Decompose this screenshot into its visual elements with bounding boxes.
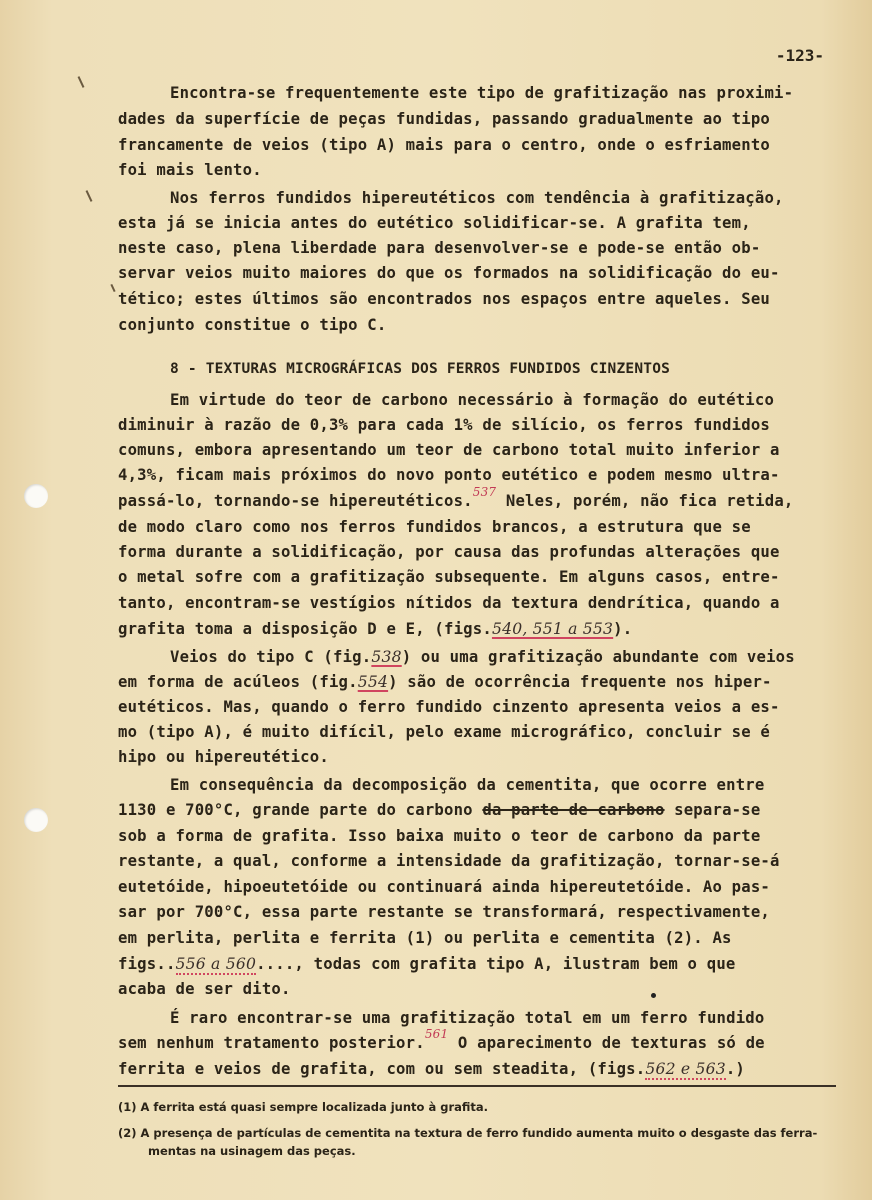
text-span: ) ou uma grafitização abundante com veios (401, 648, 795, 666)
text-line (118, 955, 736, 973)
struck-text: da parte de carbono (482, 801, 665, 819)
text-line: restante, a qual, conforme a intensidade da grafitização, tornar-se-á (118, 852, 780, 870)
text-line: 4,3%, ficam mais próximos do novo ponto eutético e podem mesmo ultra- (118, 466, 780, 484)
text-line (118, 673, 772, 691)
text-line: Em consequência da decomposição da cementita, que ocorre entre (170, 776, 765, 794)
text-line (118, 1060, 745, 1078)
margin-mark (110, 284, 115, 292)
margin-mark (78, 76, 85, 88)
ink-dot (651, 993, 656, 998)
text-span: grafita toma a disposição D e E, (figs. (118, 620, 492, 638)
text-span: .) (725, 1060, 746, 1078)
handwritten-figure-ref: 556 a 560 (175, 955, 257, 973)
handwritten-figure-ref: 562 e 563 (645, 1060, 726, 1078)
text-line: acaba de ser dito. (118, 980, 291, 998)
text-line: o metal sofre com a grafitização subsequente. Em alguns casos, entre- (118, 568, 780, 586)
text-line: hipo ou hipereutético. (118, 748, 329, 766)
text-line (118, 620, 632, 638)
text-line: tético; estes últimos são encontrados nos espaços entre aqueles. Seu (118, 290, 770, 308)
text-span: O aparecimento de texturas só de (448, 1034, 765, 1052)
text-span: sem nenhum tratamento posterior. (118, 1034, 425, 1052)
text-span: separa-se (664, 801, 761, 819)
text-line: foi mais lento. (118, 161, 262, 179)
handwritten-figure-ref: 540, 551 a 553 (491, 620, 614, 638)
text-line: francamente de veios (tipo A) mais para o centro, onde o esfriamento (118, 136, 770, 154)
text-line: diminuir à razão de 0,3% para cada 1% de silício, os ferros fundidos (118, 416, 770, 434)
text-line (118, 1027, 765, 1052)
text-line: de modo claro como nos ferros fundidos brancos, a estrutura que se (118, 518, 751, 536)
text-span: ...., todas com grafita tipo A, ilustram bem o que (256, 955, 736, 973)
footnote-rule (118, 1085, 836, 1087)
text-line: mo (tipo A), é muito difícil, pelo exame micrográfico, concluir se é (118, 723, 770, 741)
text-line: esta já se inicia antes do eutético solidificar-se. A grafita tem, (118, 214, 751, 232)
text-line: comuns, embora apresentando um teor de carbono total muito inferior a (118, 441, 780, 459)
text-line (118, 801, 760, 819)
text-line (118, 485, 794, 510)
text-span: passá-lo, tornando-se hipereutéticos. (118, 492, 473, 510)
text-span: em forma de acúleos (fig. (118, 673, 358, 691)
text-line: servar veios muito maiores do que os formados na solidificação do eu- (118, 264, 780, 282)
footnote: (2) A presença de partículas de cementita na textura de ferro fundido aumenta muito o desgaste das ferra- (118, 1126, 818, 1140)
text-span: Veios do tipo C (fig. (170, 648, 372, 666)
section-heading: 8 - TEXTURAS MICROGRÁFICAS DOS FERROS FUNDIDOS CINZENTOS (170, 361, 671, 377)
text-line: forma durante a solidificação, por causa das profundas alterações que (118, 543, 780, 561)
text-line: conjunto constitue o tipo C. (118, 316, 387, 334)
text-line: dades da superfície de peças fundidas, passando gradualmente ao tipo (118, 110, 770, 128)
text-line: neste caso, plena liberdade para desenvolver-se e pode-se então ob- (118, 239, 761, 257)
text-line: sar por 700°C, essa parte restante se transformará, respectivamente, (118, 903, 770, 921)
text-line: Nos ferros fundidos hipereutéticos com tendência à grafitização, (170, 189, 784, 207)
text-line: eutetóide, hipoeutetóide ou continuará ainda hipereutetóide. Ao pas- (118, 878, 770, 896)
handwritten-figure-ref: 538 (371, 648, 402, 666)
text-span: figs.. (118, 955, 176, 973)
text-span: ). (613, 620, 633, 638)
handwritten-figure-note: 537 (472, 485, 497, 499)
text-span: ferrita e veios de grafita, com ou sem steadita, (figs. (118, 1060, 646, 1078)
margin-mark (86, 190, 93, 202)
text-span: Neles, porém, não fica retida, (496, 492, 794, 510)
punch-hole (24, 484, 48, 508)
text-line: sob a forma de grafita. Isso baixa muito o teor de carbono da parte (118, 827, 761, 845)
punch-hole (24, 808, 48, 832)
text-line: Encontra-se frequentemente este tipo de grafitização nas proximi- (170, 84, 794, 102)
text-line: em perlita, perlita e ferrita (1) ou perlita e cementita (2). As (118, 929, 732, 947)
footnote: mentas na usinagem das peças. (148, 1144, 356, 1158)
handwritten-figure-note: 561 (424, 1027, 449, 1041)
footnote: (1) A ferrita está quasi sempre localizada junto à grafita. (118, 1100, 489, 1114)
handwritten-figure-ref: 554 (357, 673, 389, 691)
text-line: É raro encontrar-se uma grafitização total em um ferro fundido (170, 1009, 765, 1027)
text-span: 1130 e 700°C, grande parte do carbono (118, 801, 483, 819)
text-line: Em virtude do teor de carbono necessário à formação do eutético (170, 391, 775, 409)
text-span: ) são de ocorrência frequente nos hiper- (388, 673, 772, 691)
text-line: eutéticos. Mas, quando o ferro fundido cinzento apresenta veios a es- (118, 698, 780, 716)
text-line: tanto, encontram-se vestígios nítidos da textura dendrítica, quando a (118, 594, 780, 612)
text-line (170, 648, 795, 666)
page-number: -123- (775, 46, 824, 65)
